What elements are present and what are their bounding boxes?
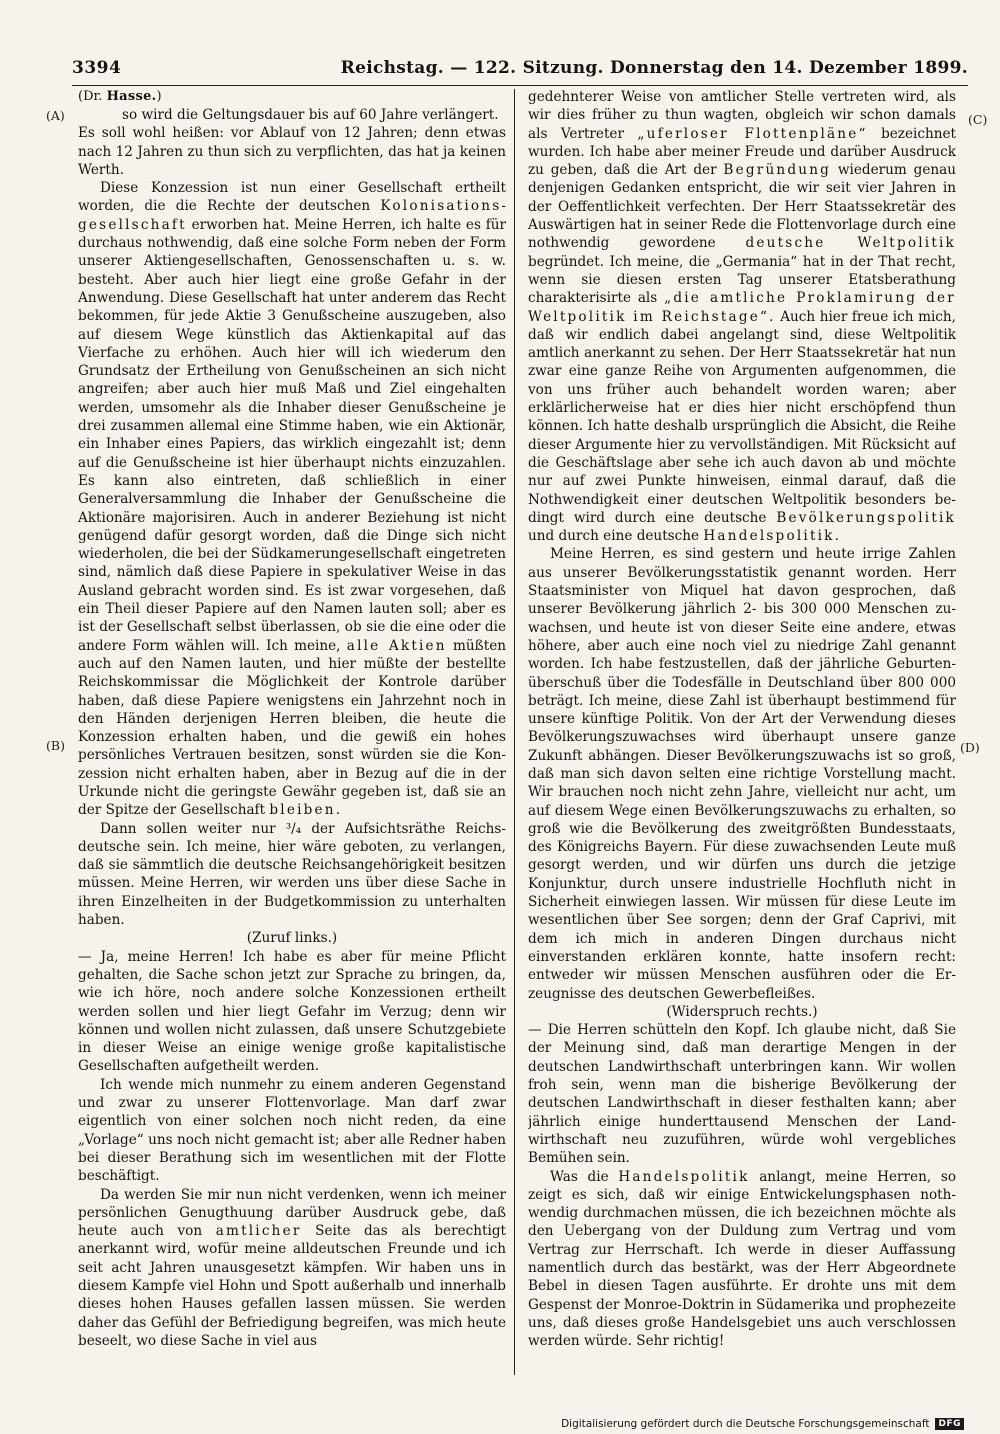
paragraph: — Ja, meine Herren! Ich habe es aber für meine Pflicht gehalten, die Sache schon jetzt zur Sprache zu bringen, da, wie ich höre, noch andere solche Konzessionen ertheilt werden sollen und hier liegt Gefahr im Verzug; denn wir können und wollen nicht zulassen, daß unsere Schutzgebiete in dieser Weise an einige wenige große kapitalistische Gesellschaften aufgetheilt werden.: [78, 948, 506, 1075]
right-column: [528, 88, 956, 1378]
running-title: Reichstag. — 122. Sitzung. Donnerstag den 14. Dezember 1899.: [340, 58, 968, 78]
dfg-logo-icon: DFG: [935, 1418, 964, 1430]
margin-marker-d: (D): [960, 740, 980, 755]
column-divider: [514, 89, 515, 1375]
page-number: 3394: [72, 58, 122, 78]
margin-marker-a: (A): [46, 108, 65, 123]
header-rule: [72, 85, 968, 86]
paragraph: Es soll wohl heißen: vor Ablauf von 12 Jahren; denn etwas nach 12 Jahren zu thun sich zu verpflichten, das hat ja keinen Werth.: [78, 125, 506, 178]
footer: [561, 1416, 964, 1432]
paragraph: Meine Herren, es sind gestern und heute irrige Zahlen aus unserer Bevölkerungsstatistik genannt worden. Herr Staatsminister von Miquel hat davon gesprochen, daß unserer Bevölkerung jährlich 2- bis 300 000 Menschen zuwachsen, und heute ist von dieser Seite eine andere, etwas höhere, aber auch eine noch viel zu niedrige Zahl genannt worden. Ich habe festzustellen, daß der jährliche Geburtenüberschuß über die Todesfälle in Deutschland über 800 000 beträgt. Ich meine, diese Zahl ist überhaupt bestimmend für unsere künftige Politik. Von der Art der Verwendung dieses Bevölkerungszuwachses wird überhaupt unsere ganze Zukunft abhängen. Dieser Bevölkerungszuwachs ist so groß, daß man sich davon selten eine richtige Vorstellung macht. Wir brauchen noch nicht zehn Jahre, vielleicht nur acht, um auf diesem Wege einen Bevölkerungszuwachs zu erhalten, so groß wie die Bevölkerung des zweitgrößten Bundesstaats, des Königreichs Bayern. Für diese zuwachsenden Leute muß gesorgt werden, und wir dürfen uns durch die jetzige Konjunktur, durch unsere industrielle Hochfluth nicht in Sicherheit einwiegen lassen. Wir müssen für diese Leute im wesentlichen über See sorgen; denn der Graf Caprivi, mit dem ich mich in anderen Dingen durchaus nicht einverstanden erklären konnte, hatte insofern recht: entweder wir müssen Menschen ausführen oder die Erzeugnisse des deutschen Gewerbefleißes.: [528, 546, 956, 1002]
margin-marker-b: (B): [46, 738, 65, 753]
footer-credit: Digitalisierung gefördert durch die Deutsche Forschungsgemeinschaft: [561, 1418, 930, 1430]
left-column: [78, 88, 506, 1378]
interjection: (Widerspruch rechts.): [666, 1003, 818, 1020]
speaker-label: (Dr. Hasse.): [78, 89, 162, 104]
speaker-name: Hasse.: [106, 89, 157, 104]
paragraph: Diese Konzession ist nun einer Gesellschaft ertheilt worden, die die Rechte der deutschen Kolonisationsgesellschaft erworben hat. Meine Herren, ich halte es für durchaus nothwendig, daß eine solche Form neben der Form unserer Aktiengesellschaften, Genossenschaften u. s. w. besteht. Aber auch hier liegt eine große Gefahr in der Anwendung. Diese Gesellschaft hat unter anderem das Recht bekommen, für jede Aktie 3 Genußscheine auszugeben, also auf diesem Wege künstlich das Aktienkapital auf das Vierfache zu erhöhen. Auch hier will ich wiederum den Grundsatz der Ertheilung von Genußscheinen an sich nicht angreifen; aber auch hier muß Maß und Ziel eingehalten werden, umsomehr als die Inhaber dieser Genußscheine je drei zusammen allemal eine Stimme haben, wie ein Aktionär, ein Inhaber eines Papiers, das wirklich eingezahlt ist; denn auf die Genußscheine ist hier überhaupt nichts einzuzahlen. Es kann also eintreten, daß schließlich in einer Generalversammlung die Inhaber der Genußscheine die Aktionäre majorisiren. Auch in anderer Beziehung ist nicht genügend dafür gesorgt worden, daß die Dinge sich nicht wiederholen, die bei der Südkamerungesellschaft eingetreten sind, nämlich daß diese Papiere in spekulativer Weise in das Ausland gebracht worden sind. Es ist zwar vorgesehen, daß ein Theil dieser Papiere auf den Namen lauten soll; aber es ist der Gesellschaft selbst überlassen, ob sie die eine oder die andere Form wählen will. Ich meine, alle Aktien müßten auch auf den Namen lauten, und hier müßte der bestellte Reichskommissar die Möglichkeit der Kontrole darüber haben, daß diese Papiere wenigstens ein Jahrzehnt noch in den Händen derjenigen Herren bleiben, die heute die Konzession erhalten haben, und die gewiß ein hohes persönliches Vertrauen besitzen, sonst würden sie die Konzession nicht erhalten haben, aber in Bezug auf die in der Urkunde nicht die geringste Gewähr gegeben ist, daß sie an der Spitze der Gesellschaft bleiben.: [78, 180, 506, 819]
page-header: [72, 58, 968, 84]
paragraph: Ich wende mich nunmehr zu einem anderen Gegenstand und zwar zu unserer Flottenvorlage. Man darf zwar eigentlich von einer solchen noch nicht reden, da eine „Vorlage“ uns noch nicht gemacht ist; aber alle Redner haben bei dieser Berathung sich im wesentlichen mit der Flotte beschäftigt.: [78, 1076, 506, 1185]
interjection: (Zuruf links.): [246, 930, 338, 947]
margin-marker-c: (C): [968, 112, 988, 127]
paragraph: Was die Handelspolitik anlangt, meine Herren, so zeigt es sich, daß wir einige Entwickelungsphasen nothwendig durchmachen müssen, die ich bezeichnen möchte als den Uebergang von der Duldung zum Vertrag und vom Vertrag zur Herrschaft. Ich werde in dieser Auffassung namentlich durch das bestärkt, was der Herr Abgeordnete Bebel in diesen Tagen ausführte. Er drohte uns mit dem Gespenst der Monroe-Doktrin in Südamerika und prophezeite uns, daß dieses große Handelsgebiet uns auch verschlossen werden würde. Sehr richtig!: [528, 1168, 956, 1350]
quoted-line: so wird die Geltungsdauer bis auf 60 Jahre verlängert.: [122, 107, 499, 123]
paragraph: — Die Herren schütteln den Kopf. Ich glaube nicht, daß Sie der Meinung sind, daß man derartige Mengen in der deutschen Landwirthschaft unterbringen kann. Wir wollen froh sein, wenn man die bisherige Bevölkerung der deutschen Landwirthschaft in dieser festhalten kann; aber jährlich einige hunderttausend Menschen der Landwirthschaft neu zuzuführen, würde wohl vergebliches Bemühen sein.: [528, 1022, 956, 1167]
paragraph: Dann sollen weiter nur ³/₄ der Aufsichtsräthe Reichsdeutsche sein. Ich meine, hier wäre geboten, zu verlangen, daß sie sämmtlich die deutsche Reichsangehörigkeit besitzen müssen. Meine Herren, wir werden uns über diese Sache in ihren Einzelheiten in der Budgetkommission zu unterhalten haben.: [78, 820, 506, 929]
paragraph: gedehnterer Weise von amtlicher Stelle vertreten wird, als wir dies früher zu thun wagten, obgleich wir schon damals als Vertreter „uferloser Flottenpläne“ bezeichnet wurden. Ich habe aber meiner Freude und darüber Ausdruck zu geben, daß die Art der Begründung wiederum genau denjenigen Gedanken entspricht, die wir seit vier Jahren in der Oeffentlichkeit verfechten. Der Herr Staatssekretär des Auswärtigen hat in seiner Rede die Flottenvorlage durch eine nothwendig gewordene deutsche Weltpolitik begründet. Ich meine, die „Germania“ hat in der That recht, wenn sie diesen ersten Tag unserer Etatsberathung charakterisirte als „die amtliche Proklamirung der Weltpolitik im Reichstage“. Auch hier freue ich mich, daß wir endlich dabei angelangt sind, diese Weltpolitik amtlich anerkannt zu sehen. Der Herr Staatssekretär hat nun zwar eine ganze Reihe von Argumenten aufgenommen, die von uns früher auch behandelt worden waren; aber erklärlicherweise hat er dies hier nicht erschöpfend thun können. Ich hatte deshalb ursprünglich die Absicht, die Reihe dieser Argumente hier zu vervollständigen. Mit Rücksicht auf die Geschäftslage aber sehe ich auch davon ab und möchte nur auf zwei Punkte hinweisen, einmal darauf, daß die Nothwendigkeit einer deutschen Weltpolitik besonders bedingt wird durch eine deutsche Bevölkerungspolitik und durch eine deutsche Handelspolitik.: [528, 89, 956, 545]
paragraph: Da werden Sie mir nun nicht verdenken, wenn ich meiner persönlichen Genugthuung darüber Ausdruck gebe, daß heute auch von amtlicher Seite das als berechtigt anerkannt wird, wofür meine alldeutschen Freunde und ich seit acht Jahren unausgesetzt kämpfen. Wir haben uns in diesem Kampfe viel Hohn und Spott außerhalb und innerhalb dieses hohen Hauses gefallen lassen müssen. Sie werden daher das Gefühl der Befriedigung begreifen, was mich heute beseelt, wo diese Sache in viel aus: [78, 1186, 506, 1349]
